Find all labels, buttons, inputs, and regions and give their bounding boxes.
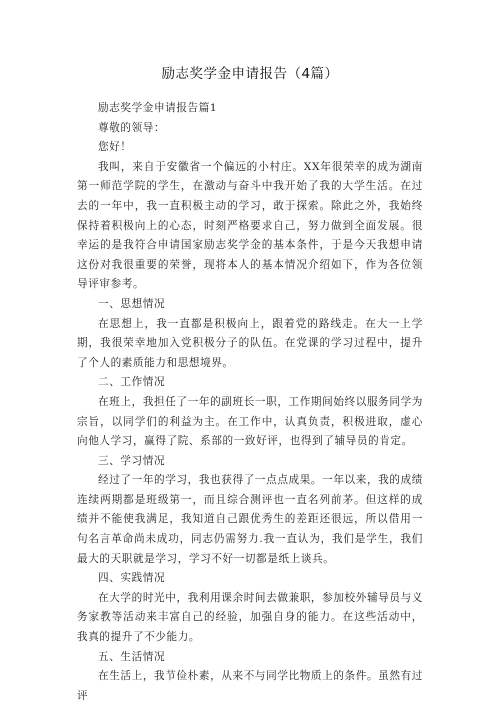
heading-thought: 一、思想情况 [98,297,166,310]
section-heading: 励志奖学金申请报告篇1 [98,102,218,114]
salutation: 尊敬的领导： [98,121,166,134]
greeting: 您好！ [98,141,132,154]
document-body [77,99,423,706]
heading-life: 五、生活情况 [98,650,166,663]
paragraph-life: 在生活上，我节俭朴素，从来不与同学比物质上的条件。虽然有过评 [77,670,423,702]
paragraph-practice: 在大学的时光中，我利用课余时间去做兼职，参加校外辅导员与义务家教等活动来丰富自己的经验，加强自身的能力。在这些活动中，我真的提升了不少能力。 [77,591,423,644]
heading-work: 二、工作情况 [98,376,166,389]
paragraph-study: 经过了一年的学习，我也获得了一点点成果。一年以来，我的成绩连续两期都是班级第一，而且综合测评也一直名列前茅。但这样的成绩并不能使我满足，我知道自己跟优秀生的差距还很远，所以借用一句名言革命尚未成功，同志仍需努力.我一直认为，我们是学生，我们最大的天职就是学习，学习不好一切都是纸上谈兵。 [77,474,423,565]
document-title: 励志奖学金申请报告（4篇） [161,66,339,82]
paragraph-thought: 在思想上，我一直都是积极向上，跟着党的路线走。在大一上学期，我很荣幸地加入党积极分子的队伍。在党课的学习过程中，提升了个人的素质能力和思想境界。 [77,317,423,369]
intro-paragraph: 我叫，来自于安徽省一个偏远的小村庄。XX年很荣幸的成为湖南第一师范学院的学生，在激动与奋斗中我开始了我的大学生活。在过去的一年中，我一直积极主动的学习，敢于探索。除此之外，我始终保持着积极向上的心态，时刻严格要求自己，努力做到全面发展。很幸运的是我符合申请国家励志奖学金的基本条件，于是今天我想申请这份对我很重要的荣誉，现将本人的基本情况介绍如下，作为各位领导评审参考。 [77,160,423,291]
paragraph-work: 在班上，我担任了一年的副班长一职，工作期间始终以服务同学为宗旨，以同学们的利益为主。在工作中，认真负责，积极进取，虚心向他人学习，赢得了院、系部的一致好评，也得到了辅导员的肯定。 [77,395,423,448]
heading-study: 三、学习情况 [98,454,166,467]
heading-practice: 四、实践情况 [98,572,166,585]
